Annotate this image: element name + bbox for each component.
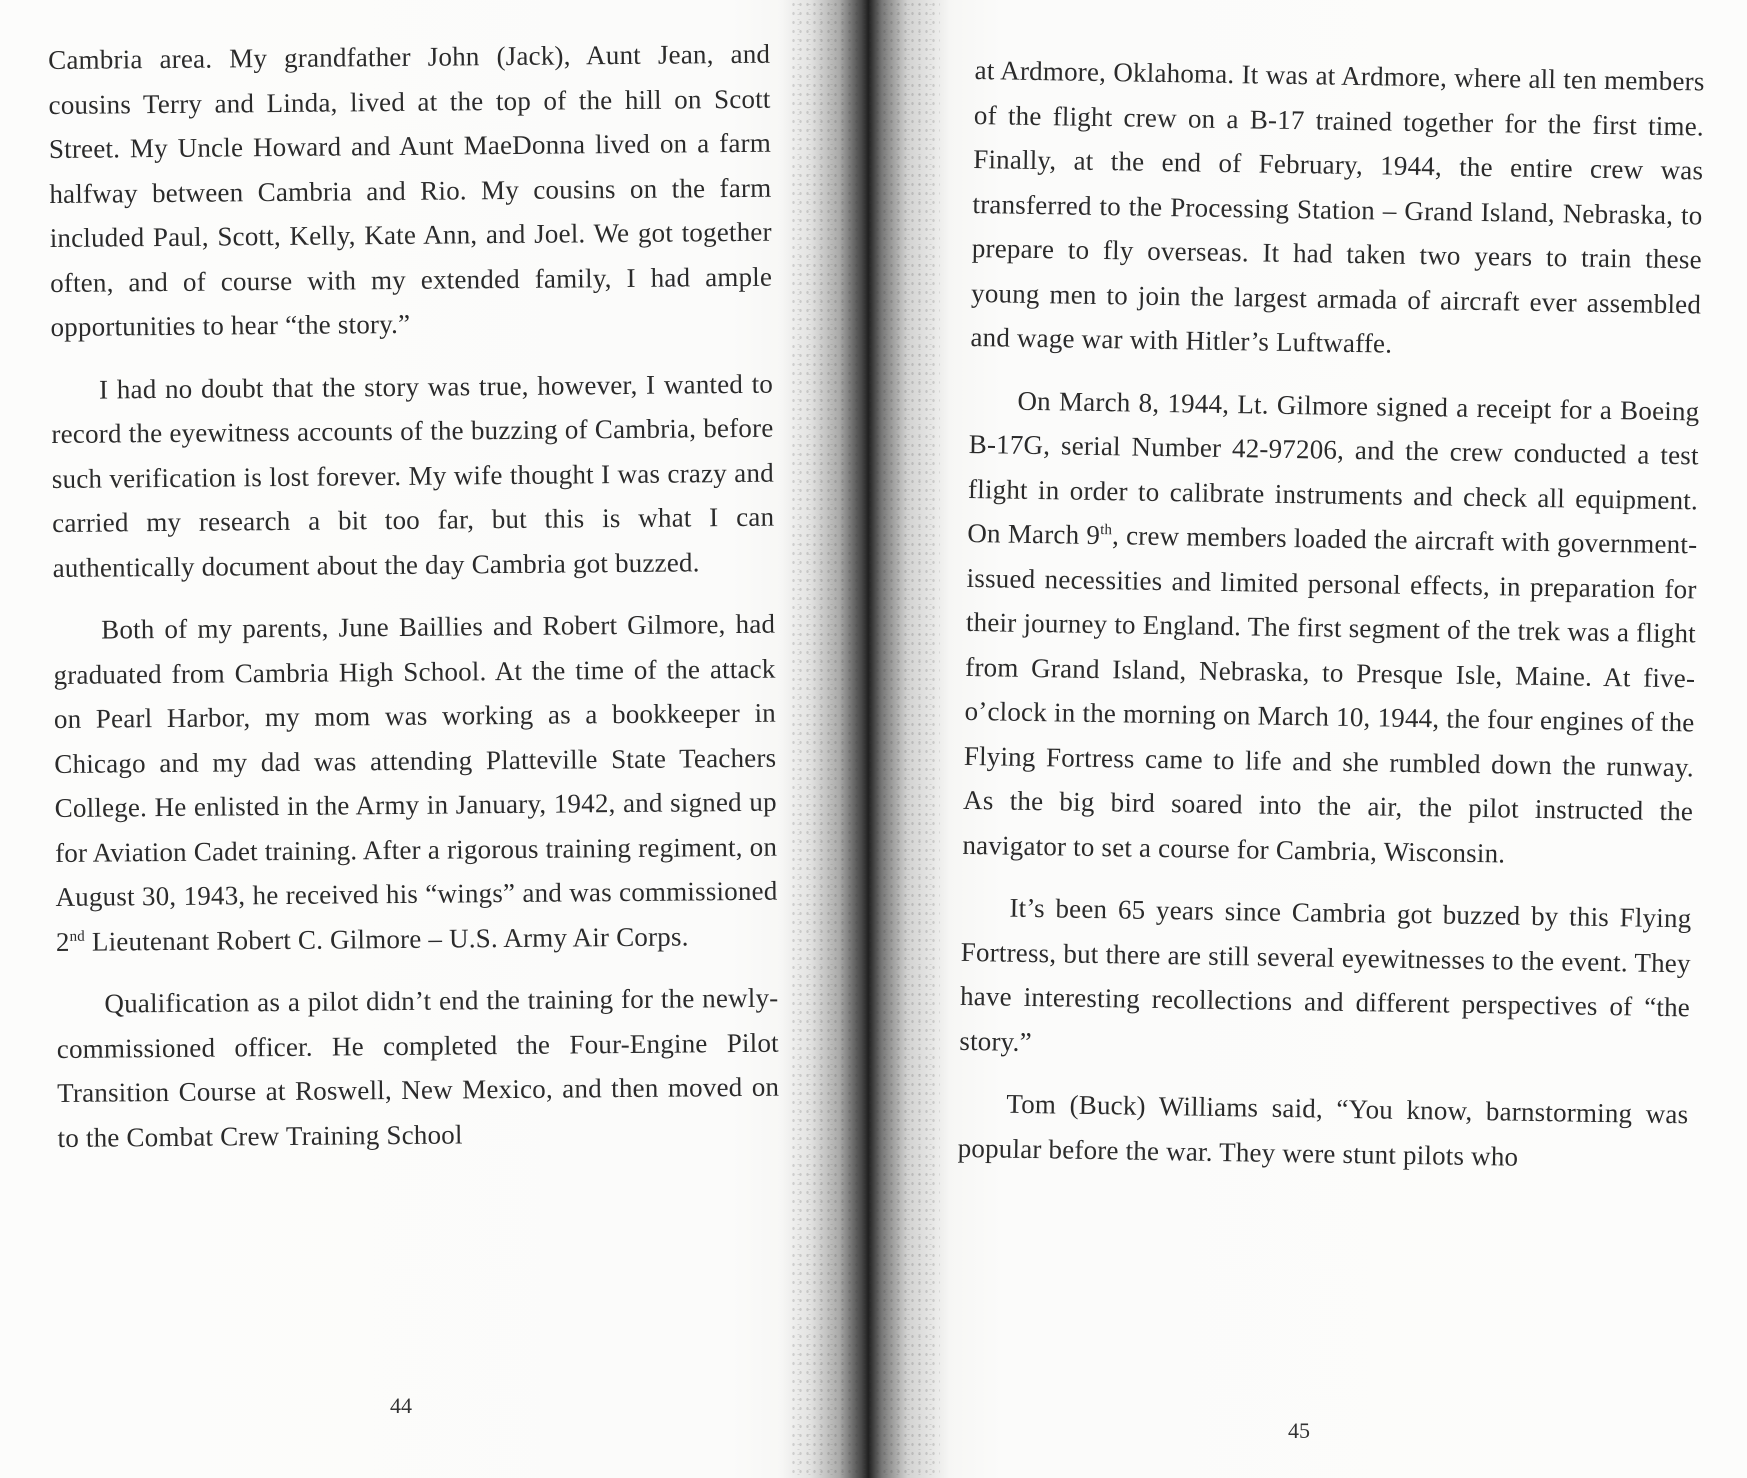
paragraph: I had no doubt that the story was true, however, I wanted to record the eyewitness accounts of the buzzing of Cambria, before such verification is lost forever. My wife thought I was crazy and carried my research a bit too far, but this is what I can authentically document about the day Cambria got buzzed.: [51, 368, 775, 583]
paragraph-text: Both of my parents, June Baillies and Robert Gilmore, had graduated from Cambria High School. At the time of the attack on Pearl Harbor, my mom was working as a bookkeeper in Chicago and my dad was attending Platteville State Teachers College. He enlisted in the Army in January, 1942, and signed up for Aviation Cadet training. After a rigorous training regiment, on August 30, 1943, he received his “wings” and was commissioned: [53, 608, 778, 912]
ordinal-suffix: nd: [69, 928, 86, 945]
paragraph: Tom (Buck) Williams said, “You know, barnstorming was popular before the war. They were stunt pilots who: [957, 1088, 1689, 1172]
paragraph: Qualification as a pilot didn’t end the training for the newly-commissioned officer. He completed the Four-Engine Pilot Transition Course at Roswell, New Mexico, and then moved on to the Combat Crew Training School: [56, 982, 780, 1153]
ordinal-number: 2: [55, 926, 70, 957]
paragraph: [962, 377, 1700, 878]
ordinal-suffix: th: [1100, 522, 1113, 539]
left-page-text: [48, 32, 780, 1178]
right-page-text: [957, 48, 1705, 1199]
paragraph: It’s been 65 years since Cambria got buzzed by this Flying Fortress, but there are still several eyewitnesses to the event. They have interesting recollections and different perspectives of “the story.”: [959, 892, 1692, 1057]
paragraph-text: , crew members loaded the aircraft with government-issued necessities and limited personal effects, in preparation for their journey to England. The first segment of the trek was a flight from Grand Island, Nebraska, to Presque Isle, Maine. At five-o’clock in the morning on March 10, 1944, the four engines of the Flying Fortress came to life and she rumbled down the runway. As the big bird soared into the air, the pilot instructed the navigator to set a course for Cambria, Wisconsin.: [962, 520, 1698, 868]
paragraph: [53, 602, 778, 964]
paragraph: Cambria area. My grandfather John (Jack), Aunt Jean, and cousins Terry and Linda, lived at the top of the hill on Scott Street. My Uncle Howard and Aunt MaeDonna lived on a farm halfway between Cambria and Rio. My cousins on the farm included Paul, Scott, Kelly, Kate Ann, and Joel. We got together often, and of course with my extended family, I had ample opportunities to hear “the story.”: [48, 38, 773, 342]
paragraph-text: On March 8, 1944, Lt. Gilmore signed a receipt for a Boeing B-17G, serial Number 42-97206, and the crew conducted a test flight in order to calibrate instruments and check all equipment. On March 9: [967, 385, 1700, 551]
page-number-left: 44: [390, 1393, 412, 1418]
scan-noise: [790, 0, 940, 1478]
paragraph: at Ardmore, Oklahoma. It was at Ardmore, where all ten members of the flight crew on a B-17 trained together for the first time. Finally, at the end of February, 1944, the entire crew was transferred to the Processing Station – Grand Island, Nebraska, to prepare to fly overseas. It had taken two years to train these young men to join the largest armada of aircraft ever assembled and wage war with Hitler’s Luftwaffe.: [970, 54, 1705, 359]
page-number-right: 45: [1288, 1418, 1310, 1443]
paragraph-text: Lieutenant Robert C. Gilmore – U.S. Army Air Corps.: [91, 920, 689, 957]
